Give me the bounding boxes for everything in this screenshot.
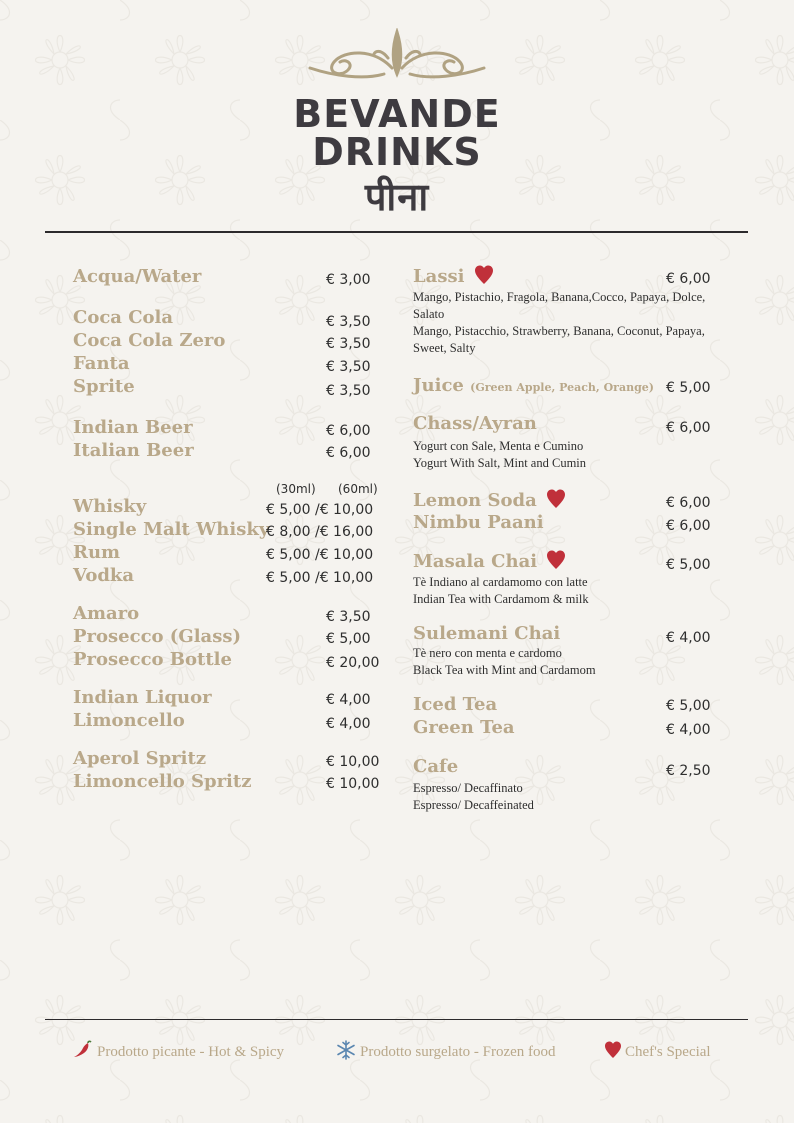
menu-item-name: Fanta bbox=[73, 353, 130, 374]
menu-item-name: Iced Tea bbox=[413, 694, 498, 715]
menu-item-name: Prosecco Bottle bbox=[73, 649, 232, 670]
legend-spicy-label: Prodotto picante - Hot & Spicy bbox=[97, 1044, 285, 1060]
menu-item-name: Prosecco (Glass) bbox=[73, 626, 241, 647]
menu-item-name: Sprite bbox=[73, 376, 135, 397]
legend-frozen bbox=[336, 1040, 556, 1061]
heart-icon bbox=[475, 265, 493, 285]
menu-item-name: Italian Beer bbox=[73, 440, 194, 461]
heart-icon bbox=[605, 1040, 621, 1060]
title-english: DRINKS bbox=[312, 130, 482, 174]
menu-item-description: Black Tea with Mint and Cardamom bbox=[413, 663, 596, 677]
menu-item-name: Acqua/Water bbox=[73, 266, 202, 287]
menu-item-name bbox=[413, 550, 565, 572]
menu-item-label: Juice bbox=[413, 375, 464, 396]
menu-item-name: Amaro bbox=[73, 603, 140, 624]
snowflake-icon bbox=[336, 1040, 356, 1060]
legend-frozen-label: Prodotto surgelato - Frozen food bbox=[360, 1044, 556, 1060]
heart-icon bbox=[547, 489, 565, 509]
size-label-60ml: (60ml) bbox=[338, 482, 378, 496]
menu-item-price: € 4,00 bbox=[326, 716, 371, 732]
menu-item-price: € 5,00 bbox=[666, 557, 711, 573]
menu-item-name: Whisky bbox=[73, 496, 147, 517]
menu-item-price: € 6,00 bbox=[666, 420, 711, 436]
menu-item-name: Limoncello Spritz bbox=[73, 771, 252, 792]
menu-item-price: € 10,00 bbox=[326, 754, 380, 770]
menu-item-name bbox=[413, 265, 493, 287]
heart-icon bbox=[547, 550, 565, 570]
menu-item-price: € 6,00 bbox=[666, 518, 711, 534]
menu-item-description: Mango, Pistacchio, Strawberry, Banana, Coconut, Papaya, Sweet, Salty bbox=[413, 324, 705, 355]
menu-item-price: € 3,50 bbox=[326, 314, 371, 330]
menu-item-name: Coca Cola bbox=[73, 307, 174, 328]
menu-item-price: € 4,00 bbox=[326, 692, 371, 708]
menu-item-name: Coca Cola Zero bbox=[73, 330, 226, 351]
title-italian: BEVANDE bbox=[293, 92, 501, 136]
menu-item-name bbox=[413, 489, 565, 511]
bottom-divider bbox=[45, 1019, 748, 1020]
chili-icon bbox=[73, 1040, 93, 1060]
legend-spicy bbox=[73, 1040, 284, 1061]
menu-item-name: Green Tea bbox=[413, 717, 515, 738]
menu-item-name: Aperol Spritz bbox=[73, 748, 207, 769]
menu-item-price: € 5,00 /€ 10,00 bbox=[266, 547, 374, 563]
menu-item-name: Nimbu Paani bbox=[413, 512, 544, 533]
menu-item-label: Lemon Soda bbox=[413, 490, 537, 511]
menu-item-name: Vodka bbox=[73, 565, 135, 586]
menu-item-label: Lassi bbox=[413, 266, 465, 287]
menu-item-price: € 3,50 bbox=[326, 336, 371, 352]
menu-item-name: Limoncello bbox=[73, 710, 185, 731]
menu-item-price: € 3,00 bbox=[326, 272, 371, 288]
menu-item-name: Indian Beer bbox=[73, 417, 193, 438]
menu-item-name: Sulemani Chai bbox=[413, 623, 561, 644]
menu-item-price: € 10,00 bbox=[326, 776, 380, 792]
menu-item-price: € 2,50 bbox=[666, 763, 711, 779]
legend-chef-special bbox=[605, 1040, 711, 1061]
menu-item-name: Chass/Ayran bbox=[413, 413, 537, 434]
menu-item-description: Espresso/ Decaffinato bbox=[413, 781, 523, 795]
menu-item-price: € 5,00 /€ 10,00 bbox=[266, 570, 374, 586]
menu-item-note: (Green Apple, Peach, Orange) bbox=[470, 381, 654, 394]
menu-item-price: € 4,00 bbox=[666, 722, 711, 738]
menu-item-description: Yogurt con Sale, Menta e Cumino bbox=[413, 439, 584, 453]
menu-item-price: € 6,00 bbox=[666, 271, 711, 287]
menu-item-name: Cafe bbox=[413, 756, 459, 777]
menu-item-price: € 20,00 bbox=[326, 655, 380, 671]
menu-item-price: € 5,00 /€ 10,00 bbox=[266, 502, 374, 518]
menu-item-description: Tè Indiano al cardamomo con latte bbox=[413, 575, 588, 589]
size-label-30ml: (30ml) bbox=[276, 482, 316, 496]
legend-chef-label: Chef's Special bbox=[625, 1044, 711, 1060]
menu-item-name: Indian Liquor bbox=[73, 687, 212, 708]
menu-item-name: Single Malt Whisky bbox=[73, 519, 270, 540]
menu-item-price: € 5,00 bbox=[666, 380, 711, 396]
menu-item-price: € 6,00 bbox=[326, 423, 371, 439]
menu-item-description: Mango, Pistachio, Fragola, Banana,Cocco, Papaya, Dolce, Salato bbox=[413, 290, 706, 321]
menu-item-price: € 8,00 /€ 16,00 bbox=[266, 524, 374, 540]
menu-item-price: € 3,50 bbox=[326, 383, 371, 399]
menu-item-price: € 6,00 bbox=[326, 445, 371, 461]
menu-item-price: € 5,00 bbox=[326, 631, 371, 647]
header-ornament bbox=[304, 28, 490, 82]
menu-item-price: € 3,50 bbox=[326, 359, 371, 375]
menu-item-description: Yogurt With Salt, Mint and Cumin bbox=[413, 456, 587, 470]
menu-item-price: € 6,00 bbox=[666, 495, 711, 511]
menu-item-name bbox=[413, 375, 654, 396]
menu-item-name: Rum bbox=[73, 542, 121, 563]
menu-item-price: € 5,00 bbox=[666, 698, 711, 714]
menu-item-label: Masala Chai bbox=[413, 551, 538, 572]
top-divider bbox=[45, 231, 748, 233]
title-hindi: पीना bbox=[364, 175, 430, 219]
menu-item-description: Indian Tea with Cardamom & milk bbox=[413, 592, 589, 606]
menu-item-description: Tè nero con menta e cardomo bbox=[413, 646, 562, 660]
menu-item-price: € 3,50 bbox=[326, 609, 371, 625]
menu-item-description: Espresso/ Decaffeinated bbox=[413, 798, 534, 812]
menu-item-price: € 4,00 bbox=[666, 630, 711, 646]
